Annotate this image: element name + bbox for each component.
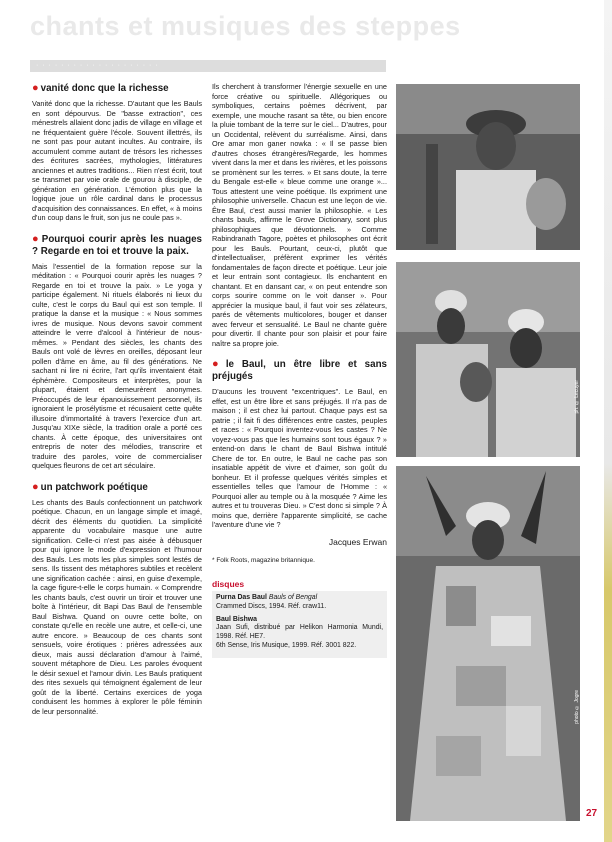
page-edge-strip	[604, 0, 612, 842]
section-heading: ● vanité donc que la richesse	[32, 82, 169, 94]
header-band: · · · · · · · · · · · · · · · · · · · ·	[30, 60, 386, 72]
section-body: D'aucuns les trouvent "excentriques". Le Baul, en effet, est un être libre et sans préjugés. Il n'a pas de maison ; il est chez lui partout. Chaque pays est sa patrie ; il fait fi des différences entre castes, peuples et races : « Pourquoi inventez-vous les castes ? Ne voyez-vous pas que les humains sont tous égaux ? » entend-on dans le chant de Baul Bishwa intitulé Chere de tor. En outre, le Baul ne cache pas son insatiable appétit de vivre et d'aimer, son goût du bonheur. Et il professe quelques vérités simples et essentielles telles que l'amour de l'Homme : « Pourquoi aller au temple ou à la mosquée ? Aime les autres et tu trouveras Dieu. » C'est donc si simple ? À moins que, derrière l'apparente simplicité, se cache l'aventure d'une vie ?	[212, 387, 387, 529]
section-body: Mais l'essentiel de la formation repose sur la méditation : « Pourquoi courir après les nuages ? Regarde en toi et trouve la paix. » Le yoga y participe également. Ni rituels élaborés ni lieux du culte, c'est le corps du Baul qui est son temple. Il pratique la danse et la musique : « Nous sommes ivres de musique. Nous devons savoir comment atteindre le verre d'alcool à l'intérieur de nous-mêmes. » Pendant des siècles, les chants des Bauls ont volé de lèvres en oreilles, déposant leur pollen d'âme en âme, au fil des générations. Ne sachant ni lire ni écrire, l'art qu'ils inventaient était éphémère. Compositeurs et interprètes, pour la plupart, étaient et demeurèrent anonymes. Préoccupés de leur épanouissement personnel, ils ignoraient le prosélytisme et récusaient cette quête illusoire d'immortalité à travers l'exercice d'un art. Jusqu'au XIXe siècle, la tradition orale a porté ces chants. À cette époque, des universitaires ont entrepris de noter des mélodies, transcrire et traduire des paroles, voire de commercialiser quelques fleurons de cet art séculaire.	[32, 261, 202, 470]
bullet-icon: ●	[212, 358, 224, 370]
section-body: Les chants des Bauls confectionnent un patchwork poétique. Chacun, en un langage simple et imagé, décrit des éléments du quotidien. La simplicité apparente du vocabulaire masque une autre signification. Celle-ci n'est pas aisée à débusquer pour qui ignore le mode d'expression et l'humour des Bauls. Les mots les plus simples sont lestés de sens. Ils tissent des métaphores subtiles et recèlent une signification cachée : ainsi, en guise d'exemple, la cage figure-t-elle le corps humain. « Comprendre les chants bauls, c'est ouvrir un tiroir et trouver une boîte à l'intérieur, dit Bapi Das Baul de l'ensemble Baul Bishwa. Quand on ouvre cette boîte, on constate qu'elle en recèle une autre, et celle-ci, une autre encore. » Beaucoup de ces chants sont sensuels, voire érotiques : prières adressées aux dieux, mais aussi déclaration d'amour à l'aimé, souvent métaphore de Dieu. Les paroles évoquent le désir sexuel et l'amour divin. Les Bauls pratiquent des rites sexuels qui témoignent également de leur goût de la liberté. Certains exercices de yoga conduisent les hommes à explorer le pôle féminin de leur personnalité.	[32, 497, 202, 716]
section-body: Vanité donc que la richesse. D'autant que les Bauls en sont dépourvus. De "basse extraction", ces ménestrels allaient donc jadis de village en village et ne fréquentaient guère l'école. Souvent illettrés, ils ne sont pas pour autant incultes. Au contraire, ils accumulent comme autant de trésors les richesses des écritures sacrées, mythologies, littératures anciennes et autres traditions... Rien n'est écrit, tout se transmet par voie orale de gourou à disciple, de génération en génération. L'émotion plus que la logique joue un rôle cardinal dans le processus d'acquisition des connaissances. En effet, « à moins d'un coup dans le fruit, son jus ne coule pas ».	[32, 99, 202, 222]
footnote: * Folk Roots, magazine britannique.	[212, 557, 315, 564]
text-column-1	[32, 82, 202, 716]
section-heading: ● un patchwork poétique	[32, 480, 148, 493]
discography-box	[212, 591, 387, 658]
page-number: 27	[586, 808, 598, 819]
text-column-2	[212, 82, 387, 658]
photo-credit: ph. © Lecuyer	[574, 380, 580, 414]
photo-two-musicians	[396, 262, 580, 457]
section-heading: ● le Baul, un être libre et sans préjugés	[212, 358, 387, 382]
bullet-icon: ●	[32, 232, 40, 245]
ghost-page-title: chants et musiques des steppes	[30, 12, 461, 41]
discography-heading: disques	[212, 578, 245, 589]
disc-entry: Baul Bishwa Jaan Sufi, distribué par Helikon Harmonia Mundi, 1998. Réf. HE7. 6th Sense, Iris Musique, 1999. Réf. 3001 822.	[216, 615, 383, 649]
bullet-icon: ●	[32, 480, 39, 493]
photo-credit: photo © Jogre	[574, 690, 580, 724]
photo-singer-with-instrument	[396, 84, 580, 250]
disc-entry: Purna Das Baul Bauls of Bengal Crammed Discs, 1994. Réf. craw11.	[216, 594, 327, 610]
photo-dancer-patchwork-robe	[396, 466, 580, 821]
section-heading: ● Pourquoi courir après les nuages ? Regarde en toi et trouve la paix.	[32, 232, 202, 257]
author-signature: Jacques Erwan	[328, 536, 387, 547]
section-body: Ils cherchent à transformer l'énergie sexuelle en une force créative ou spirituelle. Allégoriques ou symboliques, certains poèmes décrivent, par exemple, une mouche rasant sa tête, ou bien encore la pluie tombant de la terre sur le ciel... D'autres, pour un Occidental, relèvent du surréalisme. Ainsi, dans Ore amar mon ganer nowka : « Il se passe bien d'autres choses étrangères/Regarde, les hommes vivent dans la mer et dans les rivières, et les poissons se promènent sur les terres. » Et sans doute, la terre du Bengale est-elle « bleue comme une orange »... Tous attestent une veine poétique. Ils expriment une philosophie universelle. Chacun est une leçon de vie. Être Baul, c'est aussi manier la philosophie. « Les chants bauls, affirme le Grove Dictionary, sont plus philosophiques que dévotionnels. » Comme Rabindranath Tagore, poètes et philosophes ont écrit pour les Bauls. Pourtant, ceux-ci, plutôt que d'intellectualiser, préfèrent exprimer les vérités fondamentales de façon directe et poétique. Leur joie et leur entrain sont contagieux. Ils enchantent en chantant. Et en dansant car, « on peut entendre son corps sourire comme on le voit danser ». Pour apprécier la musique baul, il faut voir ses zélateurs, parés de vêtements multicolores, bouger et danser avec ferveur et sensualité. Le Baul ne chante guère pour divertir. Il chante pour son plaisir et pour faire naître sa propre joie.	[212, 82, 387, 348]
bullet-icon: ●	[32, 82, 39, 94]
